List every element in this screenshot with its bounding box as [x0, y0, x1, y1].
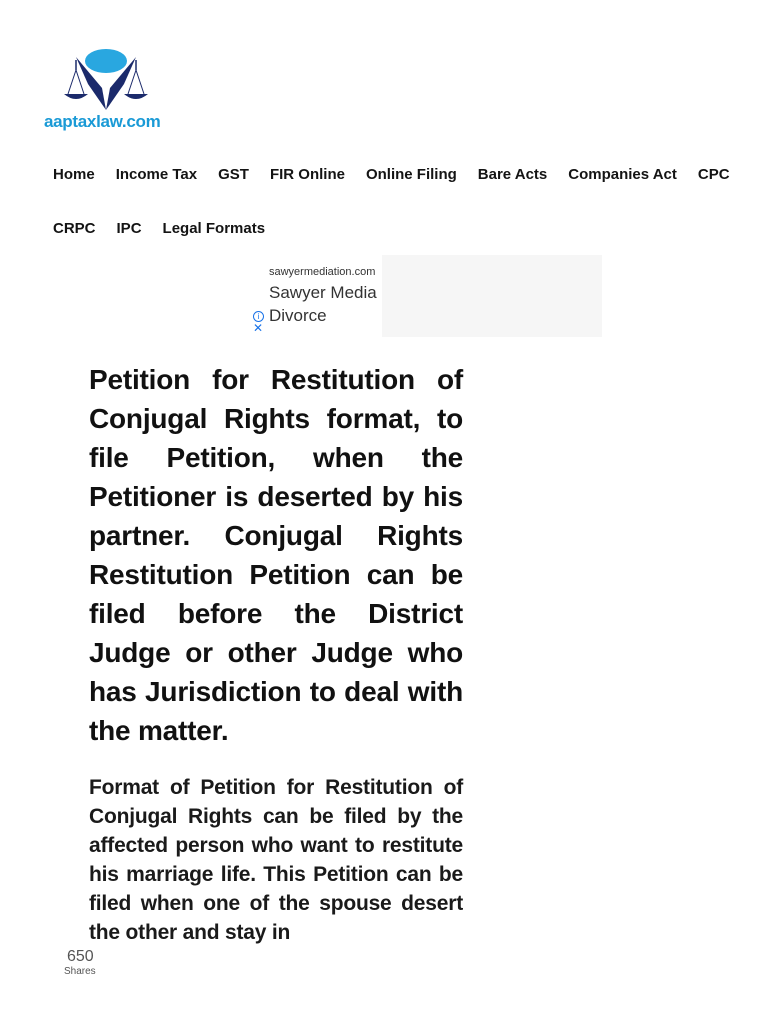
scales-of-justice-icon [58, 44, 154, 110]
main-nav-row-2 [53, 220, 286, 237]
article-heading: Petition for Restitution of Conjugal Rights format, to file Petition, when the Petitioner is deserted by his partner. Conjugal Rights Restitution Petition can be filed before the District Judge or other Judge who has Jurisdiction to deal with the matter. [89, 364, 463, 746]
article-content [89, 360, 463, 947]
main-nav-row-1 [53, 166, 751, 183]
nav-item-crpc[interactable]: CRPC [53, 220, 96, 237]
nav-item-companies-act[interactable]: Companies Act [568, 166, 677, 183]
nav-item-fir-online[interactable]: FIR Online [269, 166, 345, 183]
site-logo[interactable] [44, 44, 168, 140]
article-paragraph: Format of Petition for Restitution of Conjugal Rights can be filed by the affected person who want to restitute his marriage life. This Petition can be filed when one of the spouse desert the other and stay in [89, 776, 463, 944]
share-count: 650 [67, 948, 94, 965]
ad-banner-container [250, 255, 602, 337]
nav-item-home[interactable]: Home [53, 166, 95, 183]
info-icon[interactable]: i [253, 311, 264, 322]
close-icon[interactable]: ✕ [253, 321, 264, 335]
ad-title[interactable]: Sawyer Media [269, 283, 377, 302]
nav-item-gst[interactable]: GST [218, 166, 249, 183]
nav-item-cpc[interactable]: CPC [697, 166, 730, 183]
nav-item-legal-formats[interactable]: Legal Formats [162, 220, 266, 237]
nav-item-bare-acts[interactable]: Bare Acts [477, 166, 548, 183]
share-counter[interactable] [64, 948, 96, 978]
ad-domain: sawyermediation.com [269, 266, 376, 278]
ad-subtitle[interactable]: Divorce [269, 306, 327, 325]
nav-item-ipc[interactable]: IPC [116, 220, 142, 237]
nav-item-online-filing[interactable]: Online Filing [365, 166, 457, 183]
logo-text: aaptaxlaw.com [44, 112, 161, 131]
ad-banner[interactable] [250, 255, 382, 337]
nav-item-income-tax[interactable]: Income Tax [115, 166, 198, 183]
share-label: Shares [64, 966, 96, 977]
